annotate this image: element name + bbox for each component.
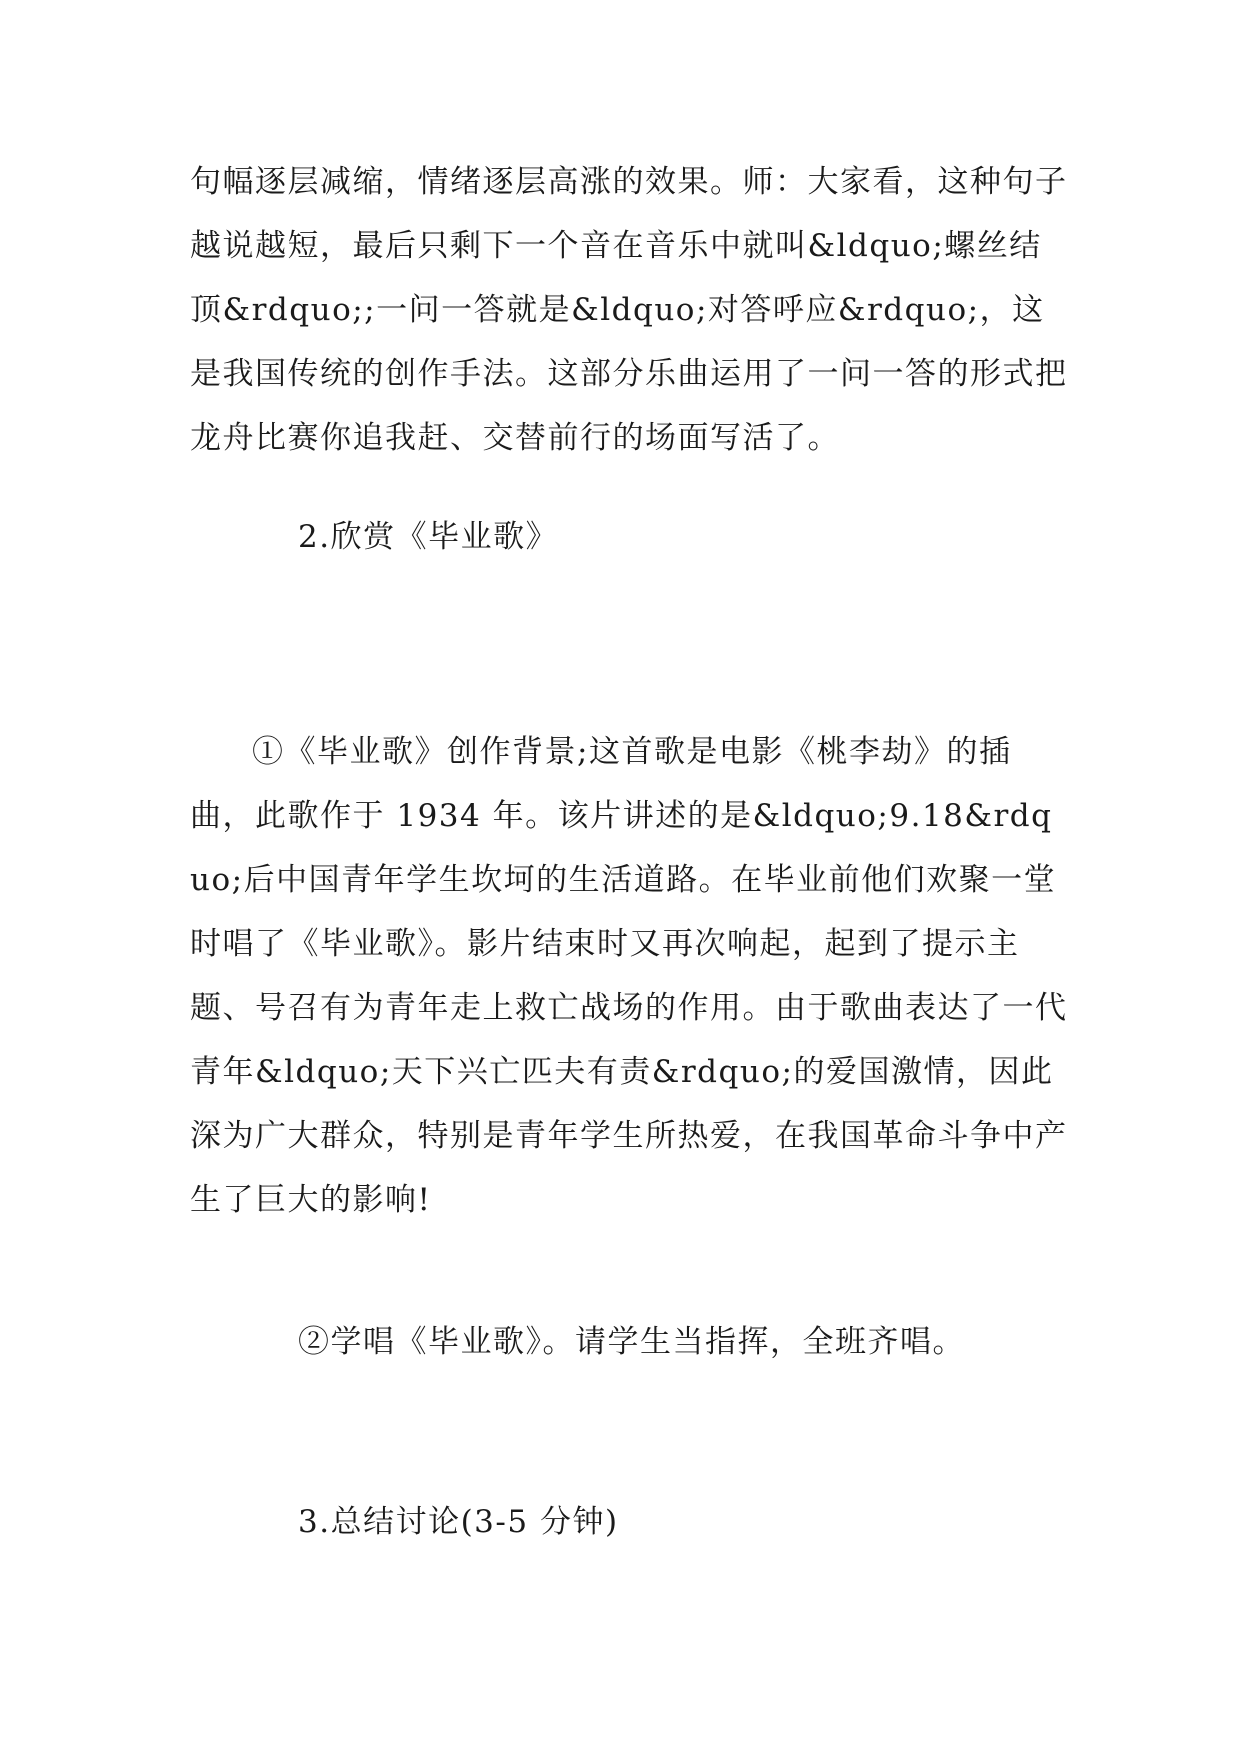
paragraph-sing-along: ②学唱《毕业歌》。请学生当指挥，全班齐唱。 <box>298 1324 965 1360</box>
section-heading-graduation-song: 2.欣赏《毕业歌》 <box>298 519 559 555</box>
paragraph-structure-analysis: 句幅逐层减缩，情绪逐层高涨的效果。师：大家看，这种句子越说越短，最后只剩下一个音在音乐中就叫&ldquo;螺丝结顶&rdquo;;一问一答就是&ldquo;对答呼应&rdquo;，这是我国传统的创作手法。这部分乐曲运用了一问一答的形式把龙舟比赛你追我赶、交替前行的场面写活了。 <box>190 164 1068 456</box>
paragraph-song-background: ①《毕业歌》创作背景;这首歌是电影《桃李劫》的插曲，此歌作于 1934 年。该片讲述的是&ldquo;9.18&rdquo;后中国青年学生坎坷的生活道路。在毕业前他们欢聚一堂时唱了《毕业歌》。影片结束时又再次响起，起到了提示主题、号召有为青年走上救亡战场的作用。由于歌曲表达了一代青年&ldquo;天下兴亡匹夫有责&rdquo;的爱国激情，因此深为广大群众，特别是青年学生所热爱，在我国革命斗争中产生了巨大的影响! <box>190 734 1068 1218</box>
section-heading-summary: 3.总结讨论(3-5 分钟) <box>298 1504 619 1540</box>
